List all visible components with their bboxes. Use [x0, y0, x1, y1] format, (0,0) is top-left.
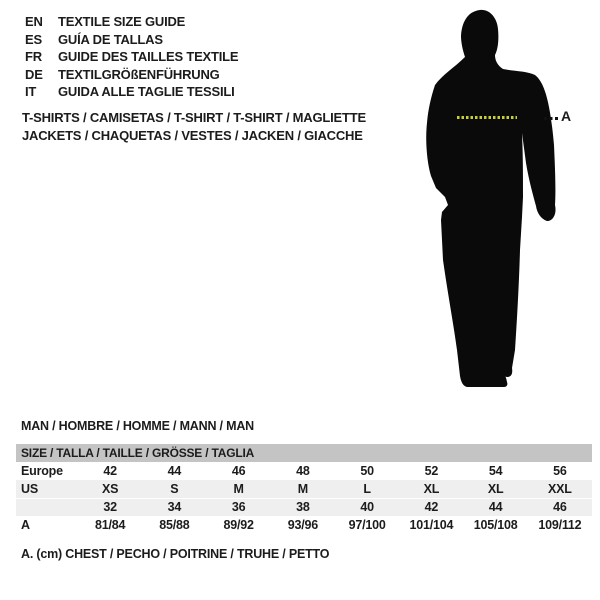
- language-row: [25, 66, 238, 84]
- chest-measure-line: [457, 116, 517, 119]
- language-code: FR: [25, 49, 42, 64]
- man-silhouette-svg: [415, 5, 570, 395]
- language-code: DE: [25, 66, 43, 82]
- value-cell: 54: [488, 464, 503, 478]
- man-silhouette: [415, 5, 570, 395]
- value-cell: 44: [167, 464, 182, 478]
- value-cell: 46: [553, 500, 567, 514]
- man-silhouette-shape: [426, 10, 555, 387]
- measure-leader-line: [544, 117, 559, 120]
- language-code: ES: [25, 31, 42, 47]
- row-label-cell: [16, 499, 78, 516]
- language-code: IT: [25, 84, 37, 99]
- row-label-cell: Europe: [21, 464, 63, 478]
- value-cell: XL: [423, 482, 440, 496]
- value-cell: 44: [488, 500, 503, 514]
- table-row: [16, 462, 592, 480]
- language-code: EN: [25, 14, 43, 29]
- value-cell: XS: [101, 482, 119, 496]
- value-cell: 85/88: [159, 518, 190, 532]
- value-cell: 42: [103, 464, 117, 478]
- value-cell: 105/108: [473, 518, 518, 532]
- value-cell: 38: [296, 500, 310, 514]
- value-cell: 36: [231, 500, 246, 514]
- category-line-jackets: JACKETS / CHAQUETAS / VESTES / JACKEN / GIACCHE: [22, 128, 363, 143]
- language-row: [25, 83, 238, 101]
- table-row: [16, 498, 592, 516]
- value-cell: 42: [424, 500, 439, 514]
- value-cell: 50: [360, 464, 374, 478]
- measurement-footnote: A. (cm) CHEST / PECHO / POITRINE / TRUHE / PETTO: [21, 547, 330, 561]
- value-cell: L: [363, 482, 371, 496]
- table-row: [16, 516, 592, 534]
- value-cell: 97/100: [348, 518, 386, 532]
- language-list: [25, 13, 238, 101]
- value-cell: 89/92: [223, 518, 254, 532]
- size-table-header: SIZE / TALLA / TAILLE / GRÖSSE / TAGLIA: [16, 444, 592, 462]
- value-cell: XXL: [548, 482, 572, 496]
- language-row: [25, 48, 238, 66]
- value-cell: 40: [360, 500, 374, 514]
- language-label: GUÍA DE TALLAS: [58, 31, 163, 47]
- measure-label-a: A: [561, 108, 571, 124]
- language-label: TEXTILE SIZE GUIDE: [58, 14, 186, 29]
- language-label: GUIDE DES TAILLES TEXTILE: [58, 49, 239, 64]
- value-cell: 48: [296, 464, 310, 478]
- section-title-man: MAN / HOMBRE / HOMME / MANN / MAN: [21, 419, 254, 433]
- value-cell: M: [233, 482, 244, 496]
- value-cell: 93/96: [287, 518, 319, 532]
- language-row: [25, 31, 238, 49]
- value-cell: 46: [231, 464, 246, 478]
- language-label: GUIDA ALLE TAGLIE TESSILI: [58, 84, 235, 99]
- value-cell: S: [170, 482, 179, 496]
- value-cell: XL: [487, 482, 504, 496]
- size-table: [16, 444, 592, 534]
- language-row: [25, 13, 238, 31]
- value-cell: 109/112: [538, 518, 582, 532]
- table-row: [16, 480, 592, 498]
- category-list: [22, 109, 366, 145]
- size-table-body: [16, 462, 592, 534]
- value-cell: 56: [553, 464, 567, 478]
- category-line-tshirts: T-SHIRTS / CAMISETAS / T-SHIRT / T-SHIRT / MAGLIETTE: [22, 110, 366, 125]
- value-cell: 32: [103, 500, 117, 514]
- value-cell: M: [297, 482, 308, 496]
- language-label: TEXTILGRÖßENFÜHRUNG: [58, 66, 220, 82]
- value-cell: 52: [424, 464, 439, 478]
- row-label-cell: US: [21, 482, 38, 496]
- value-cell: 101/104: [409, 518, 454, 532]
- value-cell: 81/84: [94, 518, 126, 532]
- value-cell: 34: [167, 500, 182, 514]
- row-label-cell: A: [21, 518, 30, 532]
